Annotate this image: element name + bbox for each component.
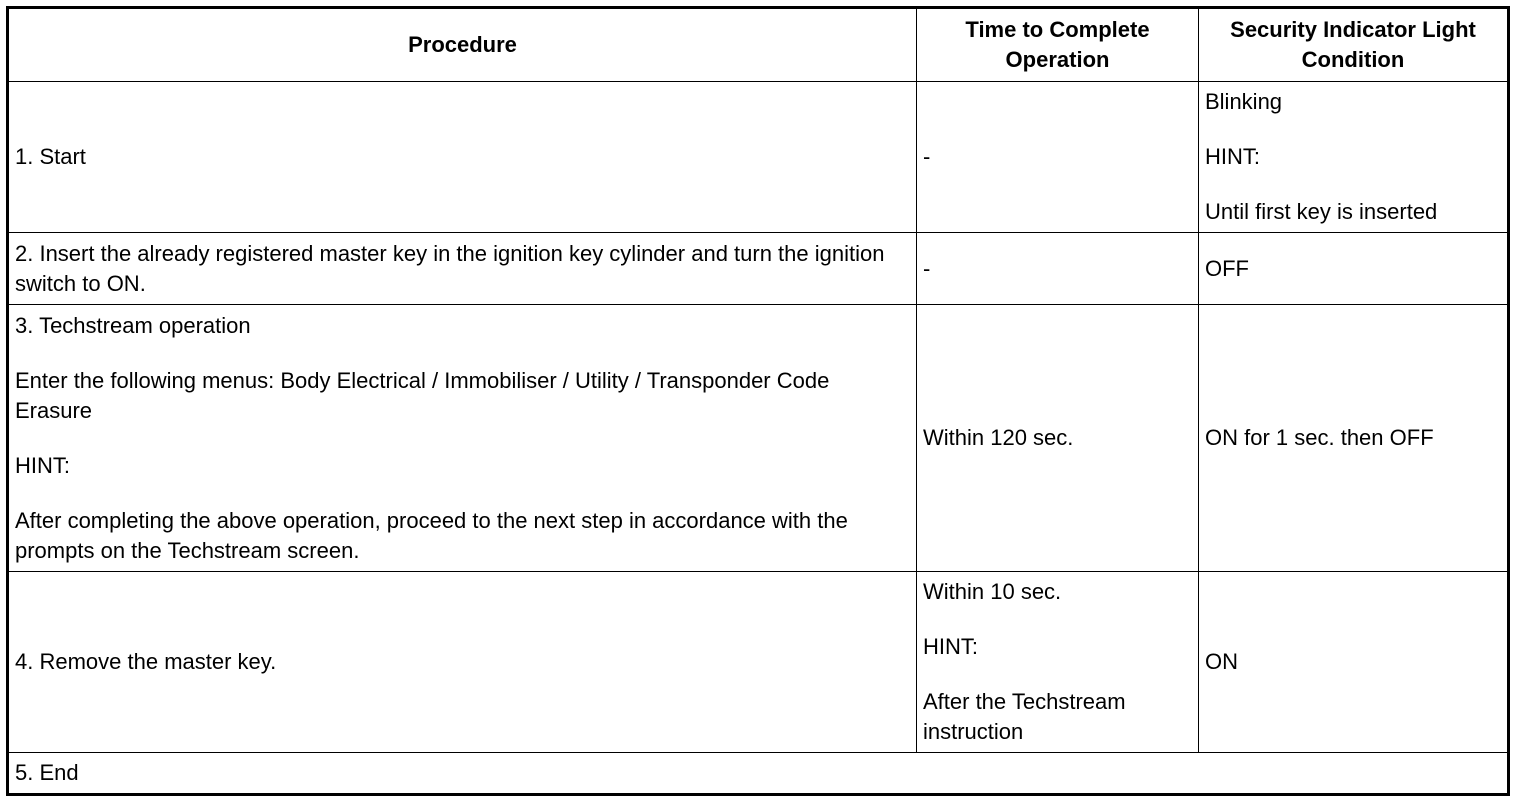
cell-text: 3. Techstream operation bbox=[15, 312, 251, 338]
cell-text: Blinking bbox=[1205, 89, 1283, 114]
time-cell bbox=[917, 82, 1199, 233]
procedure-cell bbox=[8, 572, 917, 753]
table-row bbox=[8, 233, 1509, 305]
cell-text: 4. Remove the master key. bbox=[15, 649, 277, 674]
cell-text: 5. End bbox=[15, 760, 79, 785]
table-row bbox=[8, 572, 1509, 753]
time-cell bbox=[917, 305, 1199, 572]
header-light: Security Indicator Light Condition bbox=[1199, 8, 1509, 82]
table-row bbox=[8, 82, 1509, 233]
header-row bbox=[8, 8, 1509, 82]
cell-text: After the Techstream instruction bbox=[923, 689, 1126, 744]
cell-text: ON bbox=[1205, 649, 1238, 674]
cell-text: Within 10 sec. bbox=[923, 579, 1062, 604]
procedure-cell bbox=[8, 233, 917, 305]
light-cell bbox=[1199, 305, 1509, 572]
cell-text: Within 120 sec. bbox=[923, 425, 1074, 450]
cell-text: 2. Insert the already registered master key in the ignition key cylinder and turn the ignition switch to ON. bbox=[15, 240, 885, 296]
light-cell bbox=[1199, 82, 1509, 233]
light-cell bbox=[1199, 572, 1509, 753]
procedure-table bbox=[6, 6, 1510, 796]
cell-text: ON for 1 sec. then OFF bbox=[1205, 425, 1434, 450]
time-cell bbox=[917, 233, 1199, 305]
cell-text: 1. Start bbox=[15, 144, 86, 169]
light-cell bbox=[1199, 233, 1509, 305]
cell-text: OFF bbox=[1205, 255, 1249, 281]
cell-text: Until first key is inserted bbox=[1205, 199, 1438, 224]
cell-text: After completing the above operation, proceed to the next step in accordance with the prompts on the Techstream screen. bbox=[15, 507, 848, 563]
header-procedure: Procedure bbox=[8, 8, 917, 82]
table-row bbox=[8, 753, 1509, 795]
cell-text: HINT: bbox=[15, 452, 70, 478]
cell-text: HINT: bbox=[1205, 144, 1260, 169]
time-cell bbox=[917, 572, 1199, 753]
cell-text: HINT: bbox=[923, 634, 978, 659]
procedure-cell bbox=[8, 305, 917, 572]
procedure-cell bbox=[8, 82, 917, 233]
procedure-cell bbox=[8, 753, 1509, 795]
table-row bbox=[8, 305, 1509, 572]
cell-text: Enter the following menus: Body Electrical / Immobiliser / Utility / Transponder Code Erasure bbox=[15, 367, 830, 423]
header-time: Time to Complete Operation bbox=[917, 8, 1199, 82]
cell-text: - bbox=[923, 255, 931, 281]
cell-text: - bbox=[923, 144, 931, 169]
